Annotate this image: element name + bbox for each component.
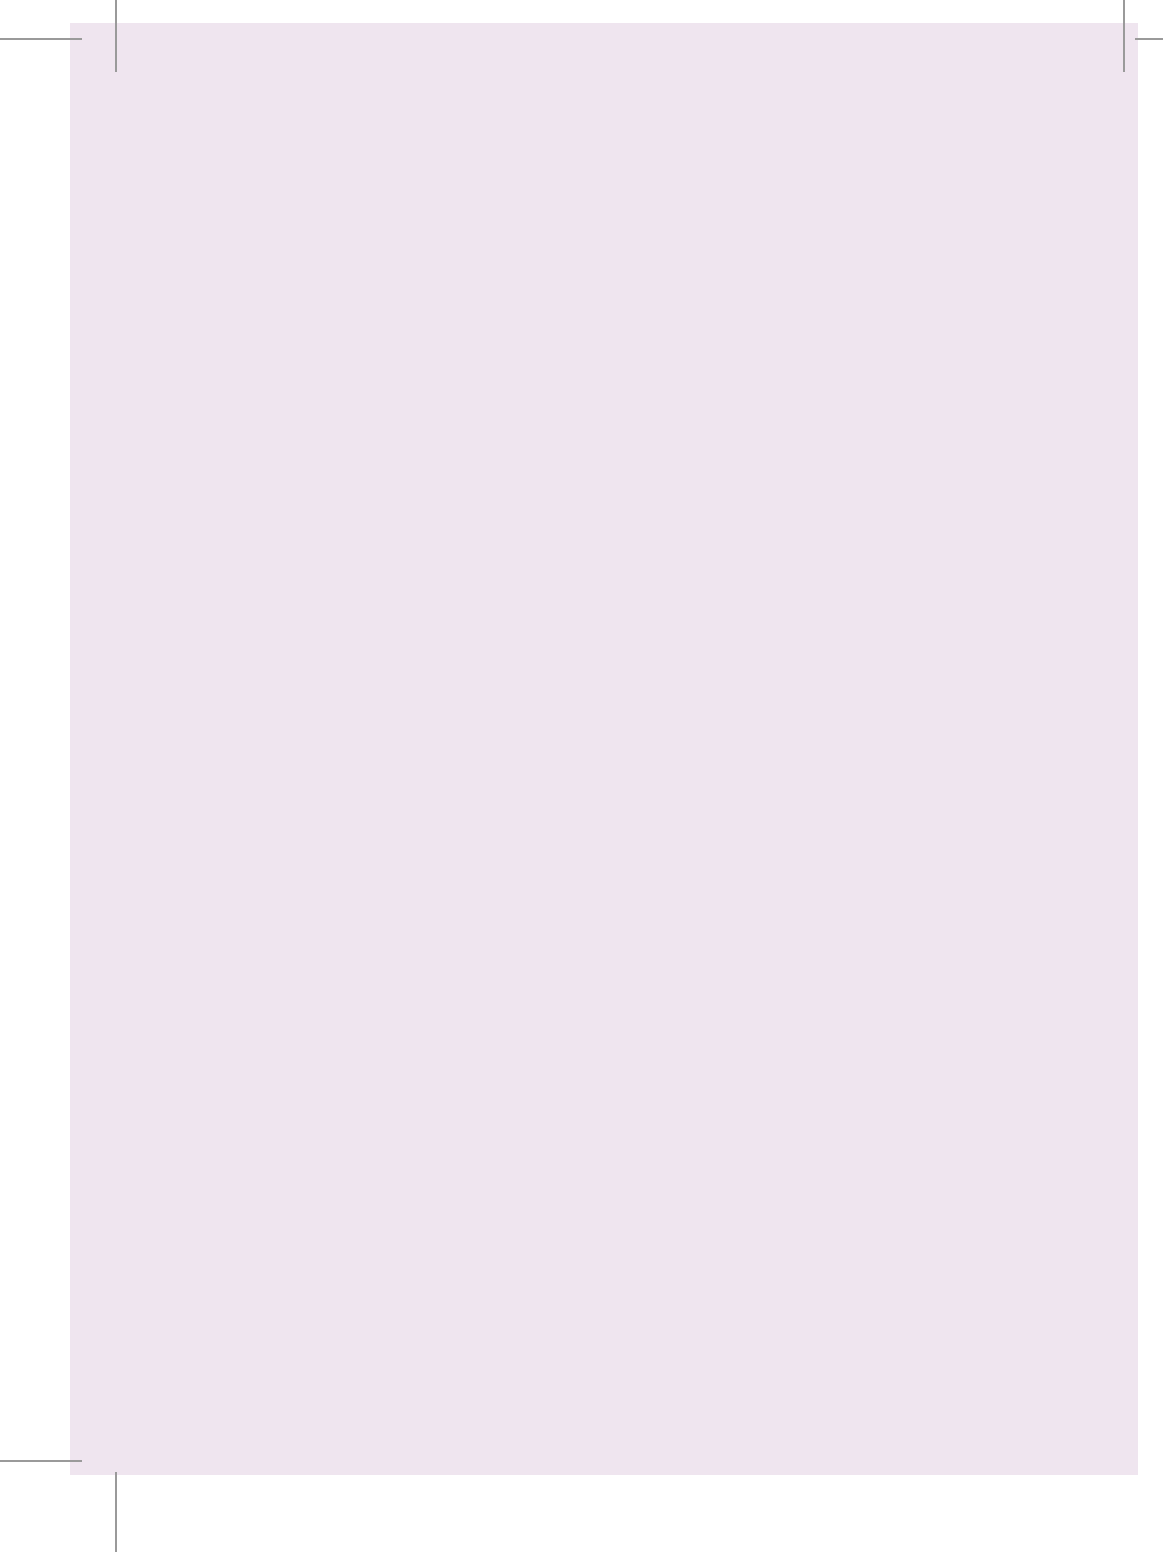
crop-mark-top-right-vertical <box>1123 0 1125 72</box>
crop-mark-top-left-vertical <box>115 0 117 72</box>
crop-mark-bottom-left-horizontal <box>0 1460 82 1462</box>
crop-mark-top-left-horizontal <box>0 38 82 40</box>
crop-mark-bottom-left-vertical <box>115 1472 117 1552</box>
crop-mark-top-right-horizontal <box>1135 38 1163 40</box>
page-canvas <box>70 23 1138 1475</box>
